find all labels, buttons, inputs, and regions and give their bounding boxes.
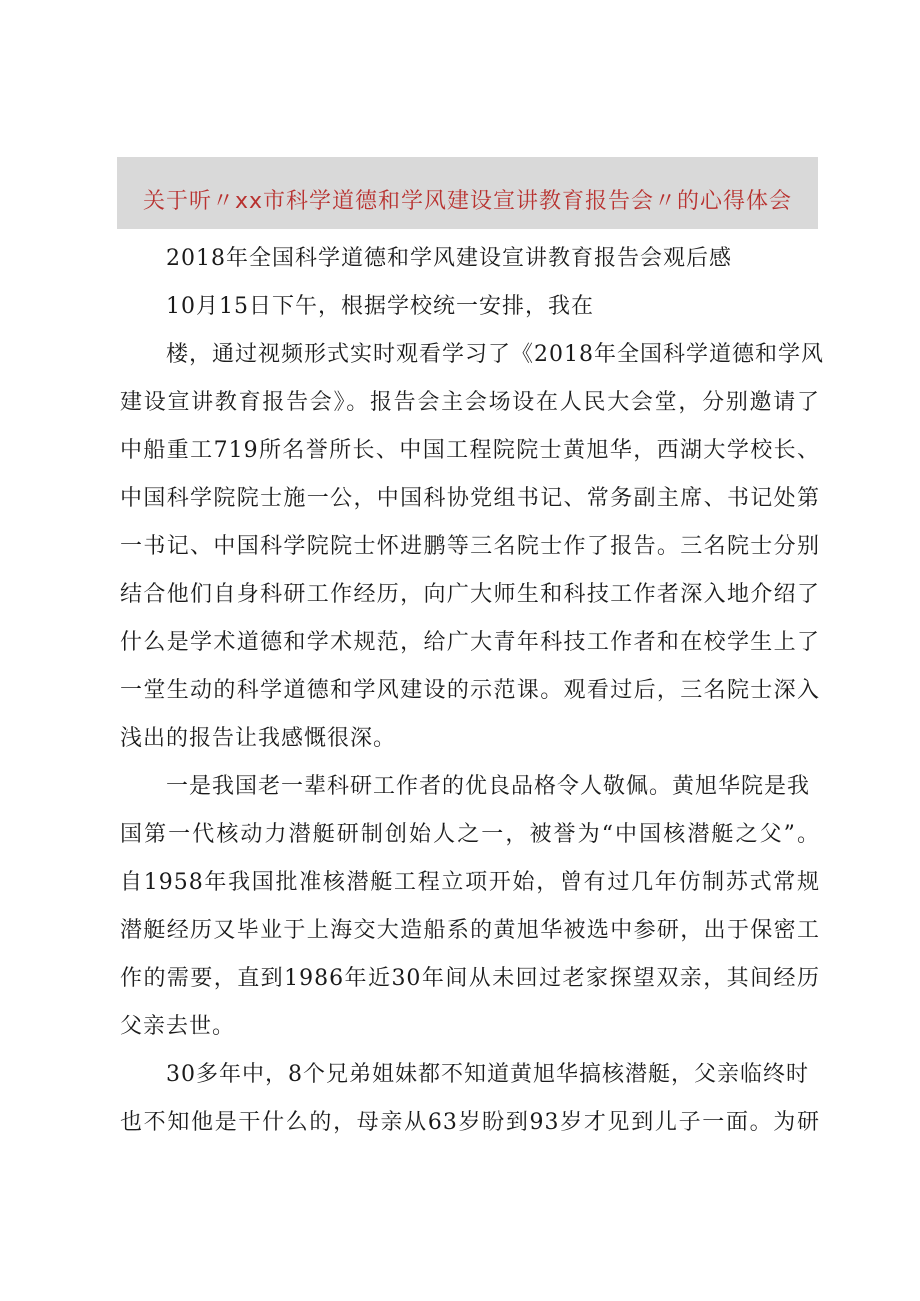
paragraph-line: 30多年中，8个兄弟姐妹都不知道黄旭华搞核潜艇，父亲临终时 [166, 1062, 809, 1087]
paragraph-line: 国第一代核动力潜艇研制创始人之一，被誉为“中国核潜艇之父”。 [120, 822, 820, 847]
paragraph-line: 中船重工719所名誉所长、中国工程院院士黄旭华，西湖大学校长、 [120, 438, 820, 463]
paragraph-line: 一是我国老一辈科研工作者的优良品格令人敬佩。黄旭华院是我 [166, 774, 811, 799]
paragraph-line: 10月15日下午，根据学校统一安排，我在 [166, 294, 594, 319]
paragraph-line: 什么是学术道德和学术规范，给广大青年科技工作者和在校学生上了 [120, 630, 820, 655]
paragraph-line: 父亲去世。 [120, 1014, 236, 1039]
paragraph-line: 建设宣讲教育报告会》。报告会主会场设在人民大会堂，分别邀请了 [120, 390, 820, 415]
paragraph-line: 作的需要，直到1986年近30年间从未回过老家探望双亲，其间经历 [120, 966, 821, 991]
title-band [117, 157, 818, 229]
paragraph-line: 自1958年我国批准核潜艇工程立项开始，曾有过几年仿制苏式常规 [120, 870, 820, 895]
paragraph-line: 潜艇经历又毕业于上海交大造船系的黄旭华被选中参研，出于保密工 [120, 918, 820, 943]
paragraph-line: 中国科学院院士施一公，中国科协党组书记、常务副主席、书记处第 [120, 486, 820, 511]
document-title: 关于听〃xx市科学道德和学风建设宣讲教育报告会〃的心得体会 [142, 189, 793, 214]
paragraph-line: 楼，通过视频形式实时观看学习了《2018年全国科学道德和学风 [166, 342, 824, 367]
paragraph-line: 浅出的报告让我感慨很深。 [120, 726, 397, 751]
paragraph-line: 一堂生动的科学道德和学风建设的示范课。观看过后，三名院士深入 [120, 678, 820, 703]
paragraph-line: 一书记、中国科学院院士怀进鹏等三名院士作了报告。三名院士分别 [120, 534, 820, 559]
subtitle-line: 2018年全国科学道德和学风建设宣讲教育报告会观后感 [166, 246, 732, 271]
paragraph-line: 也不知他是干什么的，母亲从63岁盼到93岁才见到儿子一面。为研 [120, 1110, 820, 1135]
paragraph-line: 结合他们自身科研工作经历，向广大师生和科技工作者深入地介绍了 [120, 582, 820, 607]
